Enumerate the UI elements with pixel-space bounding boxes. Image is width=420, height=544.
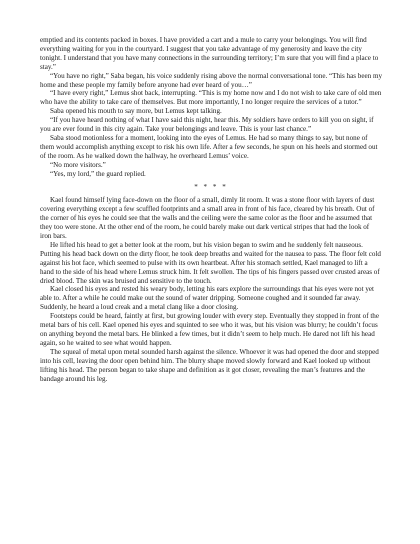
section-break: * * * *: [194, 182, 228, 191]
paragraph: “If you have heard nothing of what I have said this night, hear this. My soldiers have orders to kill you on sight, if you are ever found in this city again. Take your belongings and leave. This is your last chance.”: [40, 116, 374, 134]
paragraph: Footsteps could be heard, faintly at first, but growing louder with every step. Eventually they stopped in front of the metal bars of his cell. Kael opened his eyes and squinted to see who it was, but his vision was blurry; he couldn’t focus on anything beyond the metal bars. He blinked a few times, but it didn’t seem to help much. He dared not lift his head again, so he waited to see what would happen.: [40, 312, 380, 347]
paragraph: “You have no right,” Saba began, his voice suddenly rising above the normal conversational tone. “This has been my home and these people my family before anyone had ever heard of you…”: [40, 71, 383, 89]
paragraph: Kael found himself lying face-down on the floor of a small, dimly lit room. It was a stone floor with layers of dust covering everything except a few scuffled footprints and a small area in front of his face, cleared by his breath. Out of the corner of his eyes he could see that the walls and the ceiling were the same color as the floor and he assumed that they too were stone. At the other end of the room, he could barely make out dark vertical stripes that had the look of iron bars.: [40, 196, 375, 241]
paragraph: Saba opened his mouth to say more, but Lemus kept talking.: [50, 107, 222, 116]
paragraph: “I have every right,” Lemus shot back, interrupting. “This is my home now and I do not wish to take care of old men who have the ability to take care of themselves. But more importantly, I no longer require the services of a tutor.”: [40, 89, 382, 107]
paragraph: He lifted his head to get a better look at the room, but his vision began to swim and he suddenly felt nauseous. Putting his head back down on the dirty floor, he took deep breaths and waited for the nausea to pass. The floor felt cold against his hot face, which seemed to pulse with its own heartbeat. After his stomach settled, Kael managed to lift a hand to the side of his head where Lemus struck him. It felt swollen. The tips of his fingers passed over crusted areas of dried blood. The skin was bruised and sensitive to the touch.: [40, 240, 381, 285]
paragraph: emptied and its contents packed in boxes. I have provided a cart and a mule to carry your belongings. You will find everything waiting for you in the courtyard. I suggest that you take advantage of my generosity and leave the city tonight. I understand that you have many connections in the surrounding territory; I’m sure that you will find a place to stay.”: [40, 36, 379, 71]
paragraph: “No more visitors.”: [50, 160, 106, 169]
paragraph: “Yes, my lord,” the guard replied.: [50, 169, 146, 178]
paragraph: Saba stood motionless for a moment, looking into the eyes of Lemus. He had so many things to say, but none of them would accomplish anything except to risk his own life. After a few seconds, he spun on his heels and stormed out of the room. As he walked down the hallway, he overheard Lemus’ voice.: [40, 133, 378, 160]
paragraph: Kael closed his eyes and rested his weary body, letting his ears explore the surroundings that his eyes were not yet able to. After a while he could make out the sound of water dripping. Someone coughed and it sounded far away. Suddenly, he heard a loud creak and a metal clang like a door closing.: [40, 285, 374, 312]
story-section-kael: [40, 196, 382, 383]
story-section-saba: [40, 36, 382, 179]
paragraph: The squeal of metal upon metal sounded harsh against the silence. Whoever it was had opened the door and stepped into his cell, leaving the door open behind him. The blurry shape moved slowly forward and Kael looked up without lifting his head. The person began to take shape and definition as it got closer, revealing the man’s features and the bandage around his leg.: [40, 347, 379, 383]
